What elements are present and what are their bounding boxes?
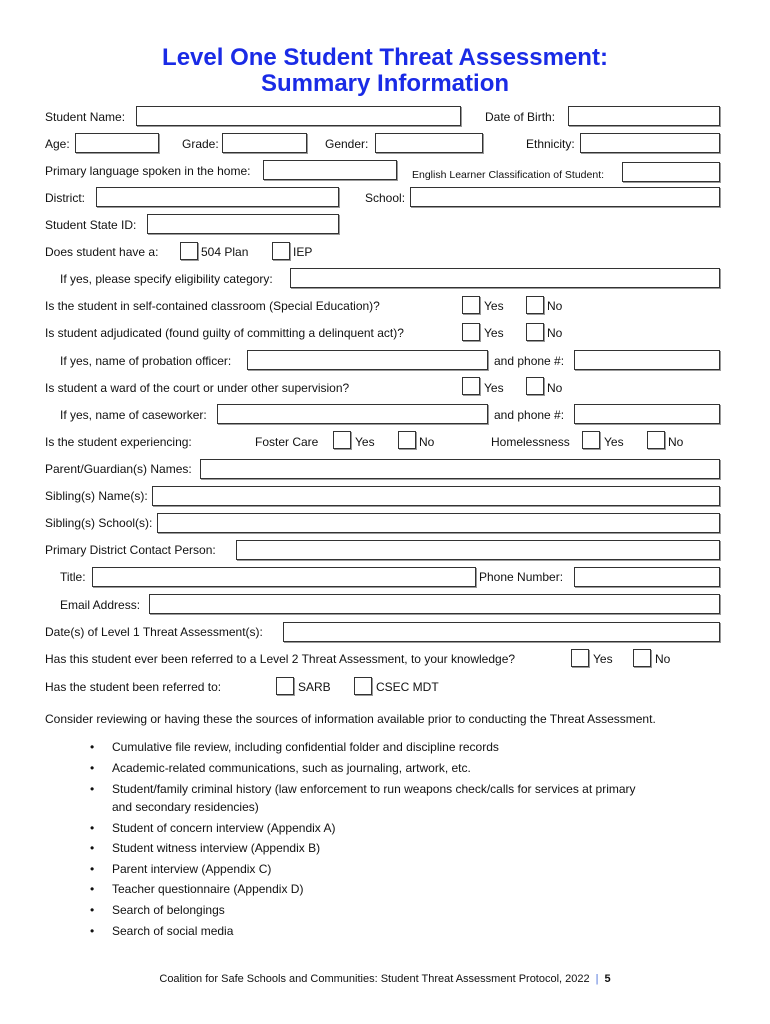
- probation-officer-field[interactable]: [247, 350, 488, 370]
- parents-field[interactable]: [200, 459, 720, 479]
- ward-label: Is student a ward of the court or under other supervision?: [45, 381, 350, 395]
- foster-no-checkbox[interactable]: [398, 431, 416, 449]
- iep-checkbox[interactable]: [272, 242, 290, 260]
- yes-label: Yes: [593, 652, 613, 666]
- no-label: No: [547, 381, 563, 395]
- student-name-label: Student Name:: [45, 110, 126, 124]
- language-field[interactable]: [263, 160, 397, 180]
- grade-field[interactable]: [222, 133, 307, 153]
- parents-label: Parent/Guardian(s) Names:: [45, 462, 192, 476]
- phone-number-label: Phone Number:: [479, 570, 564, 584]
- phone-label: and phone #:: [494, 354, 565, 368]
- no-label: No: [419, 435, 435, 449]
- sarb-checkbox[interactable]: [276, 677, 294, 695]
- experiencing-label: Is the student experiencing:: [45, 435, 192, 449]
- dates-label: Date(s) of Level 1 Threat Assessment(s):: [45, 625, 263, 639]
- gender-label: Gender:: [325, 137, 369, 151]
- csec-label: CSEC MDT: [376, 680, 439, 694]
- eligibility-label: If yes, please specify eligibility category:: [60, 272, 273, 286]
- sibling-school-field[interactable]: [157, 513, 720, 533]
- yes-label: Yes: [355, 435, 375, 449]
- grade-label: Grade:: [182, 137, 219, 151]
- yes-label: Yes: [484, 299, 504, 313]
- list-item: Student of concern interview (Appendix A): [112, 821, 336, 835]
- no-label: No: [547, 299, 563, 313]
- yes-label: Yes: [604, 435, 624, 449]
- email-field[interactable]: [149, 594, 720, 614]
- probation-label: If yes, name of probation officer:: [60, 354, 232, 368]
- adjudicated-no-checkbox[interactable]: [526, 323, 544, 341]
- contact-label: Primary District Contact Person:: [45, 543, 216, 557]
- list-item: Parent interview (Appendix C): [112, 862, 272, 876]
- foster-yes-checkbox[interactable]: [333, 431, 351, 449]
- no-label: No: [547, 326, 563, 340]
- footer-separator: |: [595, 973, 599, 985]
- phone-label: and phone #:: [494, 408, 565, 422]
- bullet: •: [90, 841, 95, 855]
- bullet: •: [90, 903, 95, 917]
- bullet: •: [90, 782, 95, 796]
- student-name-field[interactable]: [136, 106, 461, 126]
- adjudicated-yes-checkbox[interactable]: [462, 323, 480, 341]
- ward-no-checkbox[interactable]: [526, 377, 544, 395]
- dates-field[interactable]: [283, 622, 720, 642]
- bullet: •: [90, 882, 95, 896]
- list-item: Teacher questionnaire (Appendix D): [112, 882, 304, 896]
- ethnicity-label: Ethnicity:: [526, 137, 575, 151]
- caseworker-label: If yes, name of caseworker:: [60, 408, 207, 422]
- level2-label: Has this student ever been referred to a Level 2 Threat Assessment, to your knowledge?: [45, 652, 516, 666]
- no-label: No: [655, 652, 671, 666]
- self-contained-no-checkbox[interactable]: [526, 296, 544, 314]
- have-a-label: Does student have a:: [45, 245, 159, 259]
- list-item: Student/family criminal history (law enforcement to run weapons check/calls for services at primary: [112, 782, 636, 796]
- homeless-yes-checkbox[interactable]: [582, 431, 600, 449]
- sibling-school-label: Sibling(s) School(s):: [45, 516, 153, 530]
- page-title-line2: Summary Information: [260, 70, 510, 97]
- age-field[interactable]: [75, 133, 159, 153]
- el-classification-field[interactable]: [622, 162, 720, 182]
- title-label: Title:: [60, 570, 86, 584]
- list-item: Search of social media: [112, 924, 234, 938]
- probation-phone-field[interactable]: [574, 350, 720, 370]
- dob-label: Date of Birth:: [485, 110, 556, 124]
- footer-text: Coalition for Safe Schools and Communities: Student Threat Assessment Protocol, 2022: [159, 973, 590, 985]
- district-label: District:: [45, 191, 85, 205]
- gender-field[interactable]: [375, 133, 483, 153]
- foster-care-label: Foster Care: [255, 435, 319, 449]
- caseworker-phone-field[interactable]: [574, 404, 720, 424]
- email-label: Email Address:: [60, 598, 141, 612]
- siblings-field[interactable]: [152, 486, 720, 506]
- list-item-continuation: and secondary residencies): [112, 800, 259, 814]
- 504-plan-label: 504 Plan: [201, 245, 249, 259]
- district-field[interactable]: [96, 187, 339, 207]
- state-id-field[interactable]: [147, 214, 339, 234]
- homelessness-label: Homelessness: [491, 435, 570, 449]
- bullet: •: [90, 924, 95, 938]
- level2-no-checkbox[interactable]: [633, 649, 651, 667]
- list-item: Student witness interview (Appendix B): [112, 841, 321, 855]
- page-title-line1: Level One Student Threat Assessment:: [162, 44, 608, 71]
- level2-yes-checkbox[interactable]: [571, 649, 589, 667]
- sarb-label: SARB: [298, 680, 331, 694]
- ethnicity-field[interactable]: [580, 133, 720, 153]
- state-id-label: Student State ID:: [45, 218, 137, 232]
- siblings-label: Sibling(s) Name(s):: [45, 489, 148, 503]
- self-contained-yes-checkbox[interactable]: [462, 296, 480, 314]
- yes-label: Yes: [484, 381, 504, 395]
- school-field[interactable]: [410, 187, 720, 207]
- homeless-no-checkbox[interactable]: [647, 431, 665, 449]
- bullet: •: [90, 740, 95, 754]
- dob-field[interactable]: [568, 106, 720, 126]
- consider-text: Consider reviewing or having these the sources of information available prior to conducting the Threat Assessment.: [45, 712, 656, 726]
- 504-plan-checkbox[interactable]: [180, 242, 198, 260]
- school-label: School:: [365, 191, 406, 205]
- contact-field[interactable]: [236, 540, 720, 560]
- ward-yes-checkbox[interactable]: [462, 377, 480, 395]
- list-item: Search of belongings: [112, 903, 225, 917]
- referred-to-label: Has the student been referred to:: [45, 680, 222, 694]
- bullet: •: [90, 862, 95, 876]
- el-classification-label: English Learner Classification of Student:: [412, 169, 605, 181]
- caseworker-field[interactable]: [217, 404, 488, 424]
- eligibility-field[interactable]: [290, 268, 720, 288]
- bullet: •: [90, 761, 95, 775]
- page-number: 5: [604, 973, 611, 985]
- self-contained-label: Is the student in self-contained classroom (Special Education)?: [45, 299, 380, 313]
- list-item: Academic-related communications, such as journaling, artwork, etc.: [112, 761, 471, 775]
- iep-label: IEP: [293, 245, 313, 259]
- bullet: •: [90, 821, 95, 835]
- list-item: Cumulative file review, including confidential folder and discipline records: [112, 740, 499, 754]
- age-label: Age:: [45, 137, 70, 151]
- page-footer: [0, 973, 770, 985]
- phone-number-field[interactable]: [574, 567, 720, 587]
- yes-label: Yes: [484, 326, 504, 340]
- csec-checkbox[interactable]: [354, 677, 372, 695]
- no-label: No: [668, 435, 684, 449]
- title-field[interactable]: [92, 567, 476, 587]
- language-label: Primary language spoken in the home:: [45, 164, 251, 178]
- adjudicated-label: Is student adjudicated (found guilty of committing a delinquent act)?: [45, 326, 404, 340]
